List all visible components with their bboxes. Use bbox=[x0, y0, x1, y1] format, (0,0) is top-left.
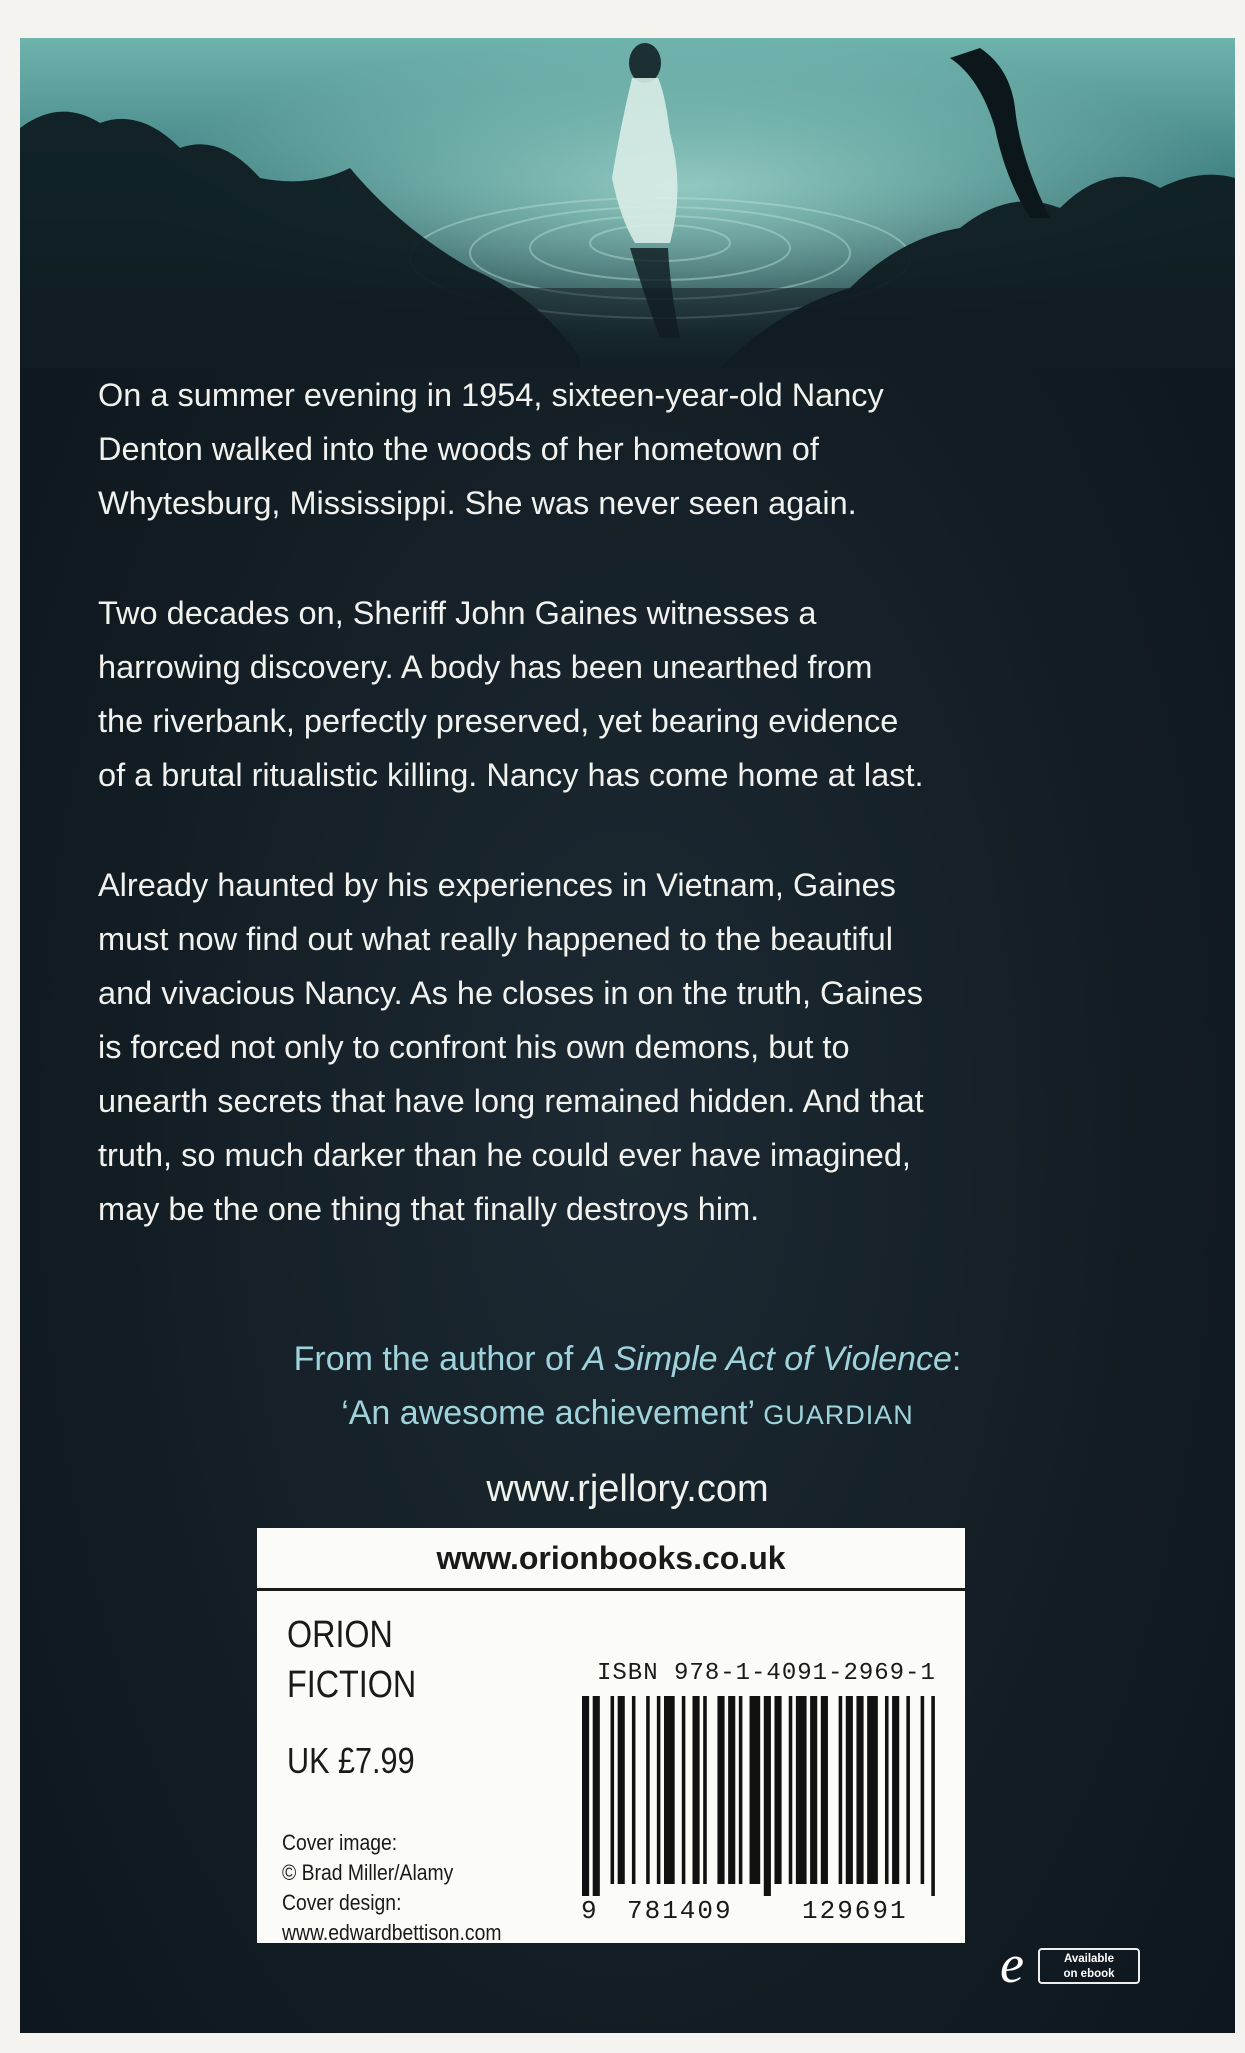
barcode-bar bbox=[821, 1696, 828, 1884]
imprint-line: ORION bbox=[287, 1614, 393, 1656]
credit-line: Cover design: bbox=[282, 1890, 402, 1915]
previous-book-title: A Simple Act of Violence bbox=[582, 1340, 952, 1378]
blurb-line: On a summer evening in 1954, sixteen-year-old Nancy bbox=[98, 377, 884, 413]
barcode-bar bbox=[750, 1696, 761, 1884]
barcode-bar bbox=[682, 1696, 686, 1884]
author-credit-lead: From the author of bbox=[293, 1340, 583, 1378]
barcode-bar bbox=[703, 1696, 707, 1884]
author-website-link[interactable]: www.rjellory.com bbox=[486, 1468, 769, 1510]
author-credit-colon: : bbox=[951, 1340, 962, 1378]
blurb-line: and vivacious Nancy. As he closes in on the truth, Gaines bbox=[98, 975, 923, 1011]
blurb-line: the riverbank, perfectly preserved, yet bearing evidence bbox=[98, 703, 899, 739]
blurb-line: Whytesburg, Mississippi. She was never seen again. bbox=[98, 485, 857, 521]
ean-digits-left: 781409 bbox=[627, 1896, 733, 1926]
barcode-bar bbox=[839, 1696, 843, 1884]
barcode-bar bbox=[717, 1696, 724, 1884]
barcode-bar bbox=[739, 1696, 743, 1884]
cover-photo bbox=[20, 38, 1235, 368]
barcode-bar bbox=[692, 1696, 699, 1884]
ebook-logo-icon: e bbox=[1000, 1934, 1024, 1994]
credit-line: © Brad Miller/Alamy bbox=[282, 1860, 454, 1885]
barcode-bar bbox=[593, 1696, 600, 1896]
press-quote-source: GUARDIAN bbox=[763, 1400, 914, 1430]
blurb-line: Already haunted by his experiences in Vietnam, Gaines bbox=[98, 867, 896, 903]
barcode-bar bbox=[657, 1696, 661, 1884]
barcode-bar bbox=[892, 1696, 899, 1884]
price-label: UK £7.99 bbox=[287, 1740, 415, 1781]
blurb-line: Two decades on, Sheriff John Gaines witnesses a bbox=[98, 595, 817, 631]
ebook-availability-badge bbox=[1000, 1934, 1145, 1994]
blurb-line: unearth secrets that have long remained hidden. And that bbox=[98, 1083, 924, 1119]
barcode-bar bbox=[931, 1696, 935, 1896]
barcode-bar bbox=[885, 1696, 889, 1884]
barcode-bar bbox=[796, 1696, 807, 1884]
blurb-line: harrowing discovery. A body has been unearthed from bbox=[98, 649, 873, 685]
credit-line: Cover image: bbox=[282, 1830, 398, 1855]
imprint-line: FICTION bbox=[287, 1664, 417, 1706]
isbn-number: ISBN 978-1-4091-2969-1 bbox=[597, 1660, 936, 1687]
barcode-bar bbox=[764, 1696, 771, 1896]
barcode-icon bbox=[582, 1696, 942, 1896]
credit-line: www.edwardbettison.com bbox=[282, 1920, 502, 1945]
ebook-line: on ebook bbox=[1063, 1968, 1115, 1980]
barcode-bar bbox=[867, 1696, 878, 1884]
press-quote-text: ‘An awesome achievement’ bbox=[341, 1394, 764, 1432]
author-credit-line bbox=[20, 1332, 1235, 1386]
blurb-line: may be the one thing that finally destroys him. bbox=[98, 1191, 760, 1227]
imprint-name bbox=[287, 1610, 416, 1710]
ebook-label bbox=[1038, 1948, 1140, 1984]
cover-credits bbox=[282, 1828, 502, 1948]
barcode-bar bbox=[846, 1696, 853, 1884]
barcode-bar bbox=[774, 1696, 781, 1884]
barcode-panel bbox=[257, 1528, 965, 1943]
barcode-bar bbox=[582, 1696, 589, 1896]
blurb-line: truth, so much darker than he could ever have imagined, bbox=[98, 1137, 911, 1173]
barcode-bar bbox=[856, 1696, 863, 1884]
blurb-paragraph-1 bbox=[98, 368, 1178, 530]
barcode-bar bbox=[664, 1696, 675, 1884]
barcode-bar bbox=[728, 1696, 735, 1884]
barcode-bar bbox=[646, 1696, 650, 1884]
barcode-bar bbox=[611, 1696, 615, 1884]
blurb-line: must now find out what really happened to the beautiful bbox=[98, 921, 893, 957]
barcode-bar bbox=[789, 1696, 793, 1884]
blurb-line: Denton walked into the woods of her hometown of bbox=[98, 431, 819, 467]
ebook-line: Available bbox=[1063, 1953, 1115, 1965]
blurb-line: of a brutal ritualistic killing. Nancy has come home at last. bbox=[98, 757, 924, 793]
ean-digit-first: 9 bbox=[581, 1896, 597, 1926]
barcode-bar bbox=[810, 1696, 817, 1884]
publisher-website-link[interactable]: www.orionbooks.co.uk bbox=[257, 1528, 965, 1591]
barcode-bar bbox=[921, 1696, 925, 1884]
barcode-bar bbox=[632, 1696, 636, 1884]
blurb-line: is forced not only to confront his own demons, but to bbox=[98, 1029, 850, 1065]
press-quote bbox=[20, 1386, 1235, 1442]
barcode-bar bbox=[906, 1696, 910, 1884]
blurb-paragraph-3 bbox=[98, 858, 1178, 1236]
blurb-paragraph-2 bbox=[98, 586, 1178, 802]
barcode-bar bbox=[618, 1696, 625, 1884]
ean-digits-right: 129691 bbox=[802, 1896, 908, 1926]
